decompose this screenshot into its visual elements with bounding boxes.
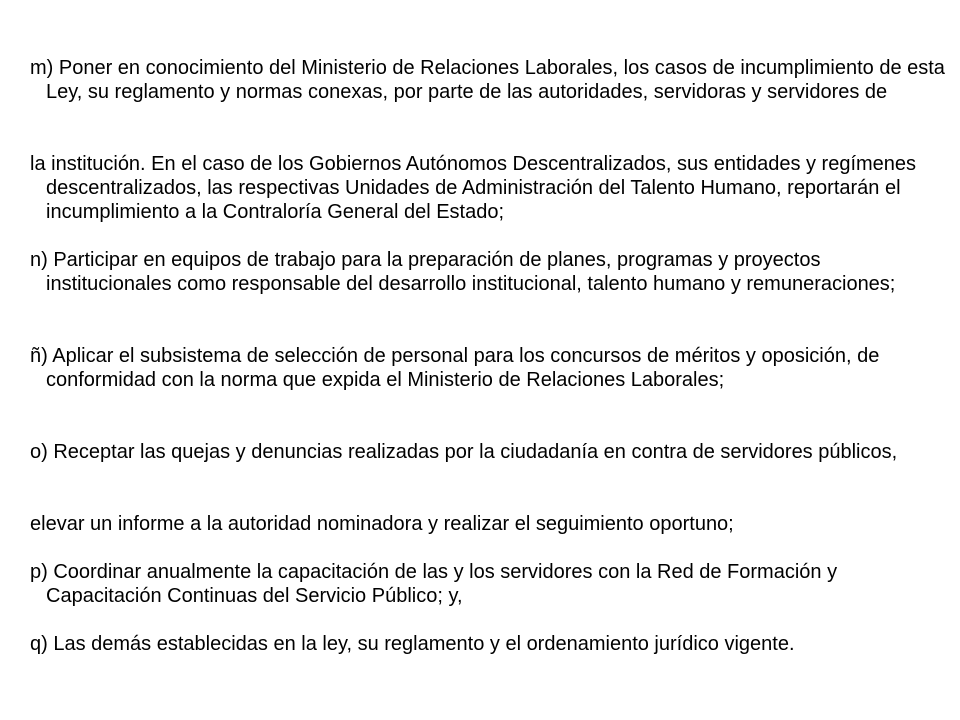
paragraph-p: p) Coordinar anualmente la capacitación de las y los servidores con la Red de Formación y Capacitación Continuas del Servicio Público; y, — [30, 561, 838, 607]
paragraph-m: m) Poner en conocimiento del Ministerio de Relaciones Laborales, los casos de incumplimiento de esta Ley, su reglamento y normas conexas, por parte de las autoridades, servidoras y servidores de — [30, 57, 945, 103]
paragraph-m-continued: la institución. En el caso de los Gobiernos Autónomos Descentralizados, sus entidades y regímenes descentralizados, las respectivas Unidades de Administración del Talento Humano, reportarán el incumplimiento a la Contraloría General del Estado; — [30, 153, 917, 223]
paragraph-q: q) Las demás establecidas en la ley, su reglamento y el ordenamiento jurídico vigente. — [30, 633, 795, 655]
paragraph-o-continued: elevar un informe a la autoridad nominadora y realizar el seguimiento oportuno; — [30, 513, 734, 535]
paragraph-enie: ñ) Aplicar el subsistema de selección de personal para los concursos de méritos y oposición, de conformidad con la norma que expida el Ministerio de Relaciones Laborales; — [30, 345, 880, 391]
document-body — [30, 54, 950, 720]
paragraph-n: n) Participar en equipos de trabajo para la preparación de planes, programas y proyectos institucionales como responsable del desarrollo institucional, talento humano y remuneraciones; — [30, 249, 896, 295]
paragraph-o: o) Receptar las quejas y denuncias realizadas por la ciudadanía en contra de servidores públicos, — [30, 441, 898, 463]
